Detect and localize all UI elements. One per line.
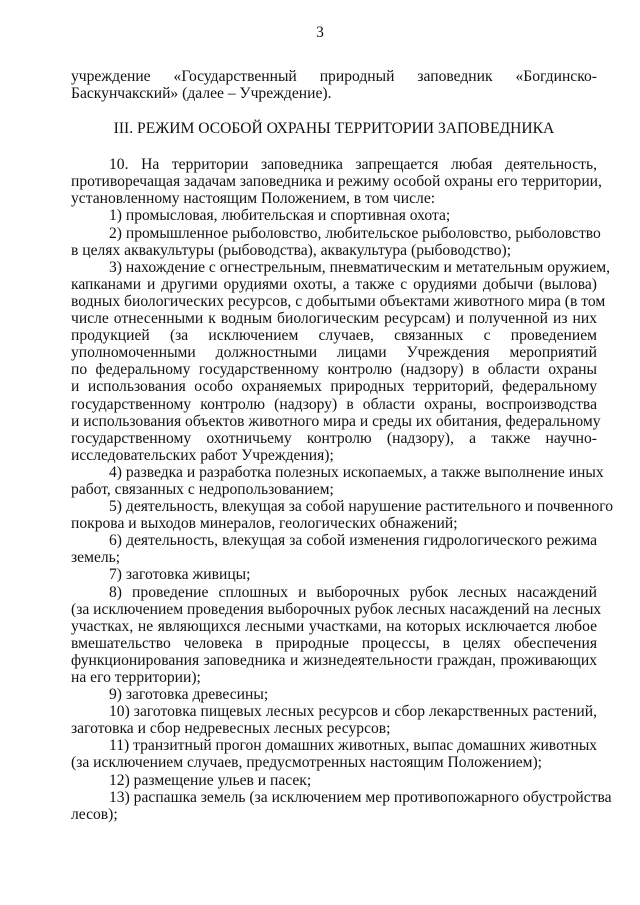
text-line: лесов); [71,805,118,823]
list-item [71,772,597,789]
text-line: капканами и другими орудиями охоты, а также с орудиями добычи (вылова) [71,275,597,293]
text-line: 5) деятельность, влекущая за собой нарушение растительного и почвенного [109,498,614,516]
text-line: 8) проведение сплошных и выборочных рубок лесных насаждений [109,583,597,601]
text-line: (за исключением проведения выборочных рубок лесных насаждений на лесных [71,600,602,618]
page-number: 3 [316,24,324,41]
text-line: участках, не являющихся лесными участками, на которых исключается любое [71,617,597,635]
list-item [71,258,611,464]
section-heading: III. РЕЖИМ ОСОБОЙ ОХРАНЫ ТЕРРИТОРИИ ЗАПОВЕДНИКА [113,120,555,138]
text-line: вмешательство человека в природные процессы, в целях обеспечения [71,634,597,652]
text-line: земель; [71,549,121,567]
text-line: государственному охотничьему контролю (надзору), а также научно- [71,429,597,447]
text-line: уполномоченными должностными лицами Учреждения мероприятий [71,344,597,362]
text-line: 10. На территории заповедника запрещается любая деятельность, [109,156,597,174]
text-line: 12) размещение ульев и пасек; [109,771,312,789]
list-item [71,788,612,823]
list-item [71,463,604,498]
intro-paragraph [71,68,597,102]
list-item [71,583,602,687]
text-line: 1) промысловая, любительская и спортивная охота; [109,207,451,225]
list-item [71,737,597,771]
text-line: 6) деятельность, влекущая за собой изменения гидрологического режима [109,532,597,550]
text-line: 11) транзитный прогон домашних животных, выпас домашних животных [109,737,598,755]
text-line: в целях аквакультуры (рыбоводства), аквакультура (рыбоводство); [71,241,512,259]
text-line: 13) распашка земель (за исключением мер противопожарного обустройства [109,788,612,806]
text-line: по федеральному государственному контролю (надзору) в области охраны [71,361,597,379]
text-line: числе отнесенными к водным биологическим ресурсам) и полученной из них [71,310,597,328]
text-line: и использования особо охраняемых природных территорий, федеральному [71,378,597,396]
text-line: (за исключением случаев, предусмотренных настоящим Положением); [71,754,543,772]
text-line: работ, связанных с недропользованием; [71,480,334,498]
document-body [71,68,614,823]
text-line: продукцией (за исключением случаев, связанных с проведением [71,327,597,345]
text-line: 4) разведка и разработка полезных ископаемых, а также выполнение иных [109,463,604,481]
list-item [71,498,614,533]
list-item [71,703,597,737]
text-line: государственному контролю (надзору) в области охраны, воспроизводства [71,395,597,413]
prohibition-list [71,207,614,823]
text-line: на его территории); [71,669,201,686]
text-line: 7) заготовка живицы; [109,566,251,584]
list-item [71,224,601,259]
text-line: функционирования заповедника и жизнедеятельности граждан, проживающих [71,651,597,669]
text-line: 9) заготовка древесины; [109,686,269,704]
text-line: 2) промышленное рыболовство, любительское рыболовство, рыболовство [109,224,601,242]
list-item [71,532,597,566]
text-line: установленному настоящим Положением, в том числе: [71,190,436,208]
text-line: противоречащая задачам заповедника и режиму особой охраны его территории, [71,173,602,191]
text-line: покрова и выходов минералов, геологических обнажений; [71,515,458,533]
text-line: и использования объектов животного мира и среды их обитания, федеральному [71,412,601,430]
text-line: водных биологических ресурсов, с добытыми объектами животного мира (в том [71,292,606,310]
text-line: заготовка и сбор недревесных лесных ресурсов; [71,720,391,738]
text-line: Баскунчакский» (далее – Учреждение). [71,85,332,103]
text-line: учреждение «Государственный природный заповедник «Богдинско- [71,68,597,85]
paragraph-10 [71,156,602,208]
text-line: исследовательских работ Учреждения); [71,446,334,464]
text-line: 3) нахождение с огнестрельным, пневматическим и метательным оружием, [109,258,611,276]
list-item [71,686,597,703]
list-item [71,566,597,583]
list-item [71,207,597,224]
text-line: 10) заготовка пищевых лесных ресурсов и сбор лекарственных растений, [109,703,597,721]
